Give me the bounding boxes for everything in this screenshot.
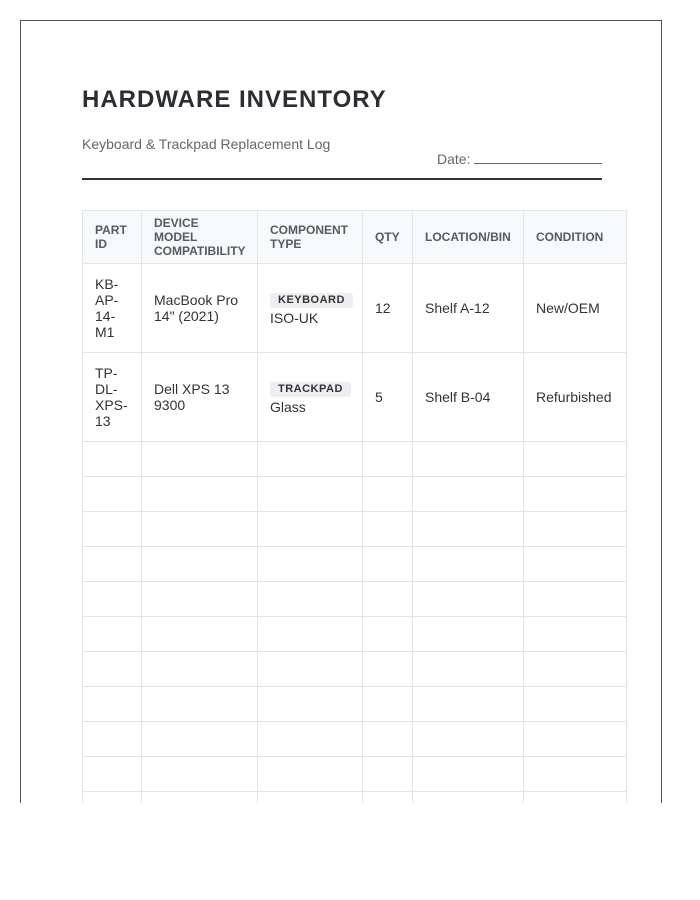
page-title: HARDWARE INVENTORY xyxy=(82,86,387,113)
empty-table-row xyxy=(83,582,627,617)
empty-cell[interactable] xyxy=(258,582,363,617)
empty-cell[interactable] xyxy=(413,687,524,722)
empty-cell[interactable] xyxy=(413,512,524,547)
empty-cell[interactable] xyxy=(83,652,142,687)
empty-cell[interactable] xyxy=(524,547,627,582)
column-header-location: LOCATION/BIN xyxy=(413,211,524,264)
qty-cell: 5 xyxy=(363,353,413,442)
empty-cell[interactable] xyxy=(524,687,627,722)
empty-cell[interactable] xyxy=(258,757,363,792)
table-row xyxy=(83,264,627,353)
empty-cell[interactable] xyxy=(258,442,363,477)
empty-cell[interactable] xyxy=(524,477,627,512)
empty-cell[interactable] xyxy=(413,792,524,804)
empty-cell[interactable] xyxy=(363,792,413,804)
empty-cell[interactable] xyxy=(413,442,524,477)
component-type-cell xyxy=(258,353,363,442)
empty-cell[interactable] xyxy=(258,547,363,582)
empty-cell[interactable] xyxy=(142,547,258,582)
empty-table-row xyxy=(83,792,627,804)
empty-cell[interactable] xyxy=(413,477,524,512)
device-model-cell: MacBook Pro 14" (2021) xyxy=(142,264,258,353)
column-header-qty: QTY xyxy=(363,211,413,264)
empty-cell[interactable] xyxy=(524,757,627,792)
empty-cell[interactable] xyxy=(83,582,142,617)
header-divider xyxy=(82,178,602,180)
empty-cell[interactable] xyxy=(142,512,258,547)
empty-table-row xyxy=(83,652,627,687)
table-header-row xyxy=(83,211,627,264)
empty-cell[interactable] xyxy=(258,477,363,512)
empty-cell[interactable] xyxy=(363,757,413,792)
component-badge: KEYBOARD xyxy=(270,293,353,308)
blank-rows xyxy=(83,442,627,804)
empty-cell[interactable] xyxy=(83,617,142,652)
component-type-cell xyxy=(258,264,363,353)
empty-cell[interactable] xyxy=(413,547,524,582)
empty-cell[interactable] xyxy=(363,547,413,582)
empty-cell[interactable] xyxy=(83,792,142,804)
empty-cell[interactable] xyxy=(83,442,142,477)
device-model-cell: Dell XPS 13 9300 xyxy=(142,353,258,442)
empty-cell[interactable] xyxy=(142,792,258,804)
empty-cell[interactable] xyxy=(413,722,524,757)
empty-cell[interactable] xyxy=(524,442,627,477)
table-row xyxy=(83,353,627,442)
empty-cell[interactable] xyxy=(83,512,142,547)
empty-cell[interactable] xyxy=(142,652,258,687)
column-header-component-type: COMPONENT TYPE xyxy=(258,211,363,264)
condition-cell: Refurbished xyxy=(524,353,627,442)
empty-cell[interactable] xyxy=(258,617,363,652)
empty-cell[interactable] xyxy=(413,617,524,652)
empty-cell[interactable] xyxy=(524,652,627,687)
empty-cell[interactable] xyxy=(524,792,627,804)
empty-table-row xyxy=(83,757,627,792)
page-subtitle: Keyboard & Trackpad Replacement Log xyxy=(82,136,331,152)
empty-cell[interactable] xyxy=(258,512,363,547)
empty-cell[interactable] xyxy=(142,582,258,617)
empty-cell[interactable] xyxy=(363,617,413,652)
part-id-cell: KB-AP-14-M1 xyxy=(83,264,142,353)
condition-cell: New/OEM xyxy=(524,264,627,353)
empty-table-row xyxy=(83,477,627,512)
column-header-device-model: DEVICE MODEL COMPATIBILITY xyxy=(142,211,258,264)
empty-cell[interactable] xyxy=(524,582,627,617)
empty-cell[interactable] xyxy=(258,687,363,722)
qty-cell: 12 xyxy=(363,264,413,353)
location-cell: Shelf B-04 xyxy=(413,353,524,442)
empty-cell[interactable] xyxy=(83,687,142,722)
empty-cell[interactable] xyxy=(363,652,413,687)
column-header-condition: CONDITION xyxy=(524,211,627,264)
empty-table-row xyxy=(83,722,627,757)
column-header-part-id: PART ID xyxy=(83,211,142,264)
date-blank-line[interactable] xyxy=(474,150,602,164)
empty-table-row xyxy=(83,512,627,547)
inventory-sheet xyxy=(20,20,662,803)
empty-cell[interactable] xyxy=(524,512,627,547)
empty-cell[interactable] xyxy=(83,722,142,757)
component-detail: ISO-UK xyxy=(270,310,319,326)
empty-cell[interactable] xyxy=(258,722,363,757)
part-id-cell: TP-DL-XPS-13 xyxy=(83,353,142,442)
empty-cell[interactable] xyxy=(142,617,258,652)
empty-cell[interactable] xyxy=(142,757,258,792)
empty-cell[interactable] xyxy=(363,582,413,617)
empty-cell[interactable] xyxy=(413,652,524,687)
empty-cell[interactable] xyxy=(142,722,258,757)
empty-cell[interactable] xyxy=(258,792,363,804)
empty-cell[interactable] xyxy=(83,547,142,582)
component-badge: TRACKPAD xyxy=(270,382,351,397)
empty-cell[interactable] xyxy=(363,442,413,477)
empty-cell[interactable] xyxy=(363,512,413,547)
empty-cell[interactable] xyxy=(363,687,413,722)
empty-cell[interactable] xyxy=(413,757,524,792)
date-label: Date: xyxy=(437,151,471,167)
empty-cell[interactable] xyxy=(524,617,627,652)
date-field xyxy=(437,150,602,167)
empty-cell[interactable] xyxy=(258,652,363,687)
empty-table-row xyxy=(83,687,627,722)
empty-cell[interactable] xyxy=(363,477,413,512)
empty-cell[interactable] xyxy=(83,477,142,512)
empty-cell[interactable] xyxy=(142,477,258,512)
empty-cell[interactable] xyxy=(524,722,627,757)
empty-table-row xyxy=(83,617,627,652)
empty-table-row xyxy=(83,442,627,477)
empty-cell[interactable] xyxy=(413,582,524,617)
empty-cell[interactable] xyxy=(363,722,413,757)
empty-cell[interactable] xyxy=(142,442,258,477)
empty-cell[interactable] xyxy=(83,757,142,792)
empty-table-row xyxy=(83,547,627,582)
empty-cell[interactable] xyxy=(142,687,258,722)
inventory-table xyxy=(82,210,627,803)
location-cell: Shelf A-12 xyxy=(413,264,524,353)
component-detail: Glass xyxy=(270,399,306,415)
